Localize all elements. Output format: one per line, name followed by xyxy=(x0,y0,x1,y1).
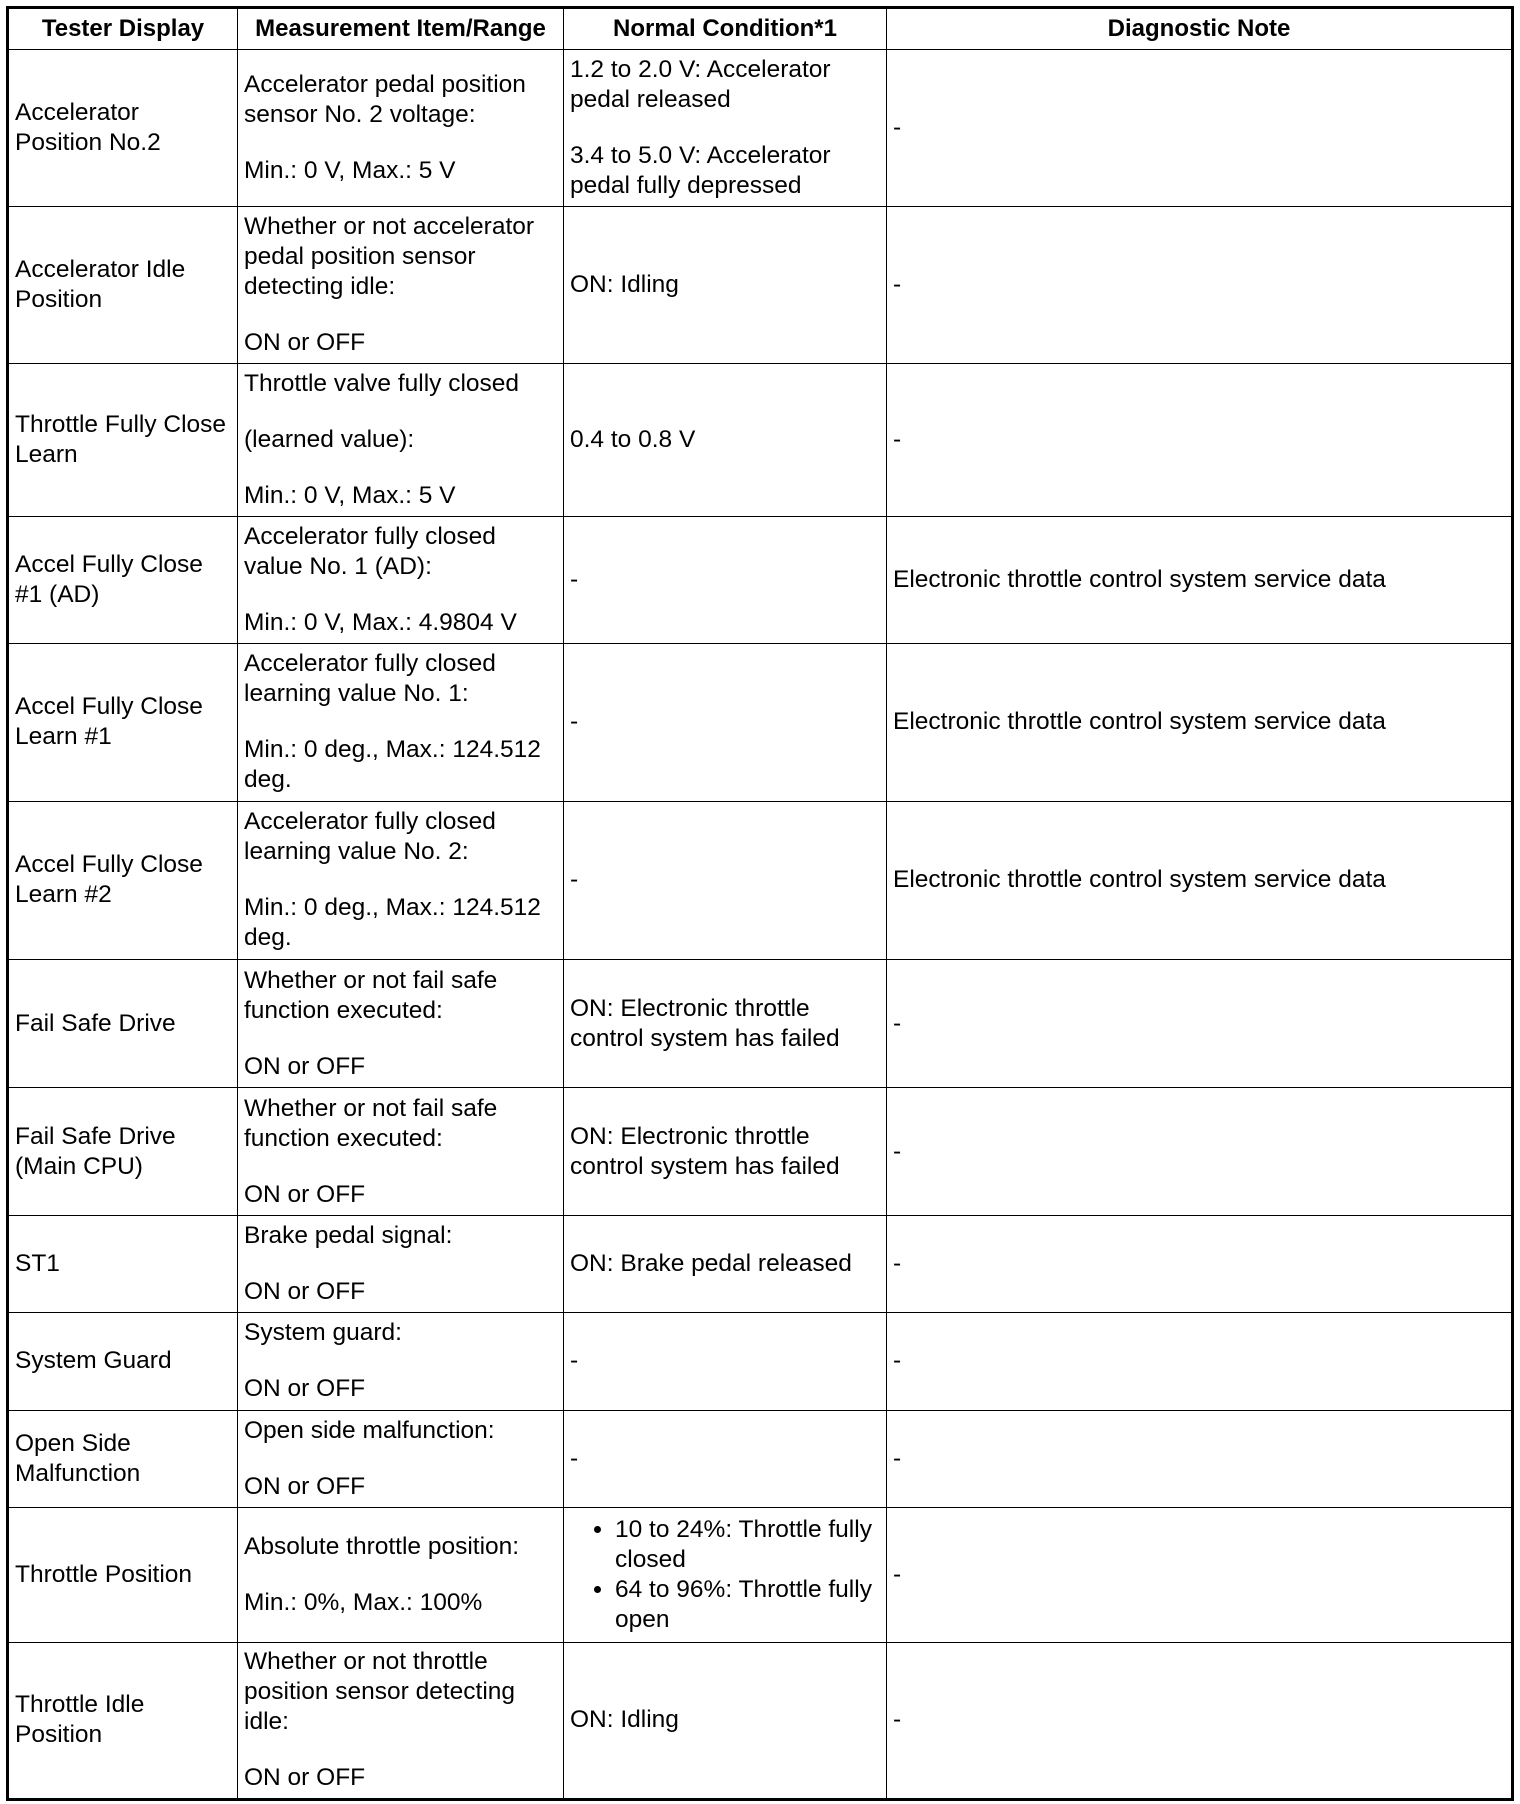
table-row xyxy=(8,516,1513,643)
measurement-text: Accelerator pedal position sensor No. 2 voltage: xyxy=(244,71,526,129)
tester-display-cell: Accel Fully Close Learn #1 xyxy=(8,643,238,801)
header-row xyxy=(8,8,1513,50)
header-normal-condition: Normal Condition*1 xyxy=(564,8,887,50)
normal-condition-cell: - xyxy=(564,801,887,959)
measurement-range: Min.: 0 V, Max.: 5 V xyxy=(244,481,456,509)
table-row xyxy=(8,801,1513,959)
diagnostic-note-cell: - xyxy=(887,1410,1513,1507)
table-row xyxy=(8,1410,1513,1507)
measurement-text: (learned value): xyxy=(244,425,415,453)
tester-display-cell: Throttle Fully Close Learn xyxy=(8,364,238,516)
normal-condition-cell: - xyxy=(564,516,887,643)
normal-condition-bullet-list xyxy=(570,1515,880,1635)
measurement-text: Accelerator fully closed learning value No. 1: xyxy=(244,650,496,708)
measurement-range: ON or OFF xyxy=(244,1180,366,1208)
measurement-cell xyxy=(238,1507,564,1642)
tester-display-cell: Fail Safe Drive xyxy=(8,960,238,1088)
measurement-text: Whether or not throttle position sensor detecting idle: xyxy=(244,1648,516,1736)
measurement-range: ON or OFF xyxy=(244,1052,366,1080)
tester-display-cell: Accel Fully Close #1 (AD) xyxy=(8,516,238,643)
tester-display-cell: Accel Fully Close Learn #2 xyxy=(8,801,238,959)
tester-display-cell: Open Side Malfunction xyxy=(8,1410,238,1507)
normal-condition-cell: ON: Electronic throttle control system has failed xyxy=(564,1088,887,1216)
normal-condition-cell: ON: Idling xyxy=(564,207,887,364)
diagnostic-note-cell: Electronic throttle control system service data xyxy=(887,516,1513,643)
diagnostic-note-cell: Electronic throttle control system service data xyxy=(887,643,1513,801)
header-diagnostic-note: Diagnostic Note xyxy=(887,8,1513,50)
measurement-text: Open side malfunction: xyxy=(244,1416,495,1444)
measurement-cell xyxy=(238,1088,564,1216)
normal-condition-cell: ON: Electronic throttle control system has failed xyxy=(564,960,887,1088)
tester-display-cell: ST1 xyxy=(8,1216,238,1313)
table-row xyxy=(8,1216,1513,1313)
measurement-cell xyxy=(238,50,564,207)
measurement-text: Accelerator fully closed learning value No. 2: xyxy=(244,808,496,866)
normal-condition-cell: - xyxy=(564,1410,887,1507)
measurement-cell xyxy=(238,801,564,959)
normal-condition-cell: - xyxy=(564,643,887,801)
measurement-cell xyxy=(238,1642,564,1799)
normal-condition-text: 1.2 to 2.0 V: Accelerator pedal released xyxy=(570,56,831,114)
measurement-cell xyxy=(238,516,564,643)
list-item: • 64 to 96%: Throttle fully open xyxy=(615,1575,880,1635)
table-row xyxy=(8,1642,1513,1799)
diagnostic-note-cell: Electronic throttle control system service data xyxy=(887,801,1513,959)
measurement-cell xyxy=(238,364,564,516)
diagnostic-note-cell: - xyxy=(887,207,1513,364)
measurement-range: Min.: 0 V, Max.: 4.9804 V xyxy=(244,608,517,636)
diagnostic-note-cell: - xyxy=(887,960,1513,1088)
measurement-cell xyxy=(238,960,564,1088)
measurement-text: Whether or not fail safe function executed: xyxy=(244,1094,498,1152)
table-row xyxy=(8,364,1513,516)
normal-condition-cell xyxy=(564,50,887,207)
measurement-range: ON or OFF xyxy=(244,1375,366,1403)
table-row xyxy=(8,50,1513,207)
table-row xyxy=(8,643,1513,801)
tester-display-cell: Fail Safe Drive (Main CPU) xyxy=(8,1088,238,1216)
measurement-range: ON or OFF xyxy=(244,329,366,357)
measurement-range: Min.: 0%, Max.: 100% xyxy=(244,1588,483,1616)
normal-condition-cell xyxy=(564,1507,887,1642)
measurement-range: Min.: 0 deg., Max.: 124.512 deg. xyxy=(244,736,541,794)
measurement-cell xyxy=(238,1216,564,1313)
tester-display-cell: Throttle Idle Position xyxy=(8,1642,238,1799)
tester-display-cell: Accelerator Idle Position xyxy=(8,207,238,364)
table-row xyxy=(8,1088,1513,1216)
measurement-text: Whether or not fail safe function executed: xyxy=(244,966,498,1024)
measurement-text: Accelerator fully closed value No. 1 (AD): xyxy=(244,522,496,580)
diagnostic-note-cell: - xyxy=(887,364,1513,516)
normal-condition-cell: 0.4 to 0.8 V xyxy=(564,364,887,516)
diagnostic-note-cell: - xyxy=(887,1216,1513,1313)
measurement-cell xyxy=(238,643,564,801)
tester-display-cell: Throttle Position xyxy=(8,1507,238,1642)
normal-condition-cell: - xyxy=(564,1313,887,1410)
normal-condition-cell: ON: Idling xyxy=(564,1642,887,1799)
diagnostic-note-cell: - xyxy=(887,1507,1513,1642)
measurement-range: Min.: 0 V, Max.: 5 V xyxy=(244,157,456,185)
data-list-table xyxy=(6,6,1514,1801)
measurement-range: ON or OFF xyxy=(244,1764,366,1792)
measurement-text: Throttle valve fully closed xyxy=(244,369,520,397)
diagnostic-note-cell: - xyxy=(887,1088,1513,1216)
measurement-text: Absolute throttle position: xyxy=(244,1532,520,1560)
header-tester-display: Tester Display xyxy=(8,8,238,50)
measurement-text: Brake pedal signal: xyxy=(244,1222,453,1250)
tester-display-cell: Accelerator Position No.2 xyxy=(8,50,238,207)
measurement-range: ON or OFF xyxy=(244,1278,366,1306)
measurement-text: System guard: xyxy=(244,1319,402,1347)
table-row xyxy=(8,960,1513,1088)
diagnostic-note-cell: - xyxy=(887,50,1513,207)
measurement-range: ON or OFF xyxy=(244,1472,366,1500)
measurement-range: Min.: 0 deg., Max.: 124.512 deg. xyxy=(244,894,541,952)
measurement-cell xyxy=(238,207,564,364)
table-row xyxy=(8,207,1513,364)
list-item: • 10 to 24%: Throttle fully closed xyxy=(615,1515,880,1575)
tester-display-cell: System Guard xyxy=(8,1313,238,1410)
measurement-cell xyxy=(238,1410,564,1507)
normal-condition-cell: ON: Brake pedal released xyxy=(564,1216,887,1313)
measurement-cell xyxy=(238,1313,564,1410)
measurement-text: Whether or not accelerator pedal position sensor detecting idle: xyxy=(244,213,535,301)
normal-condition-text: 3.4 to 5.0 V: Accelerator pedal fully depressed xyxy=(570,142,831,200)
header-measurement-item: Measurement Item/Range xyxy=(238,8,564,50)
table-row xyxy=(8,1507,1513,1642)
diagnostic-note-cell: - xyxy=(887,1642,1513,1799)
table-row xyxy=(8,1313,1513,1410)
diagnostic-note-cell: - xyxy=(887,1313,1513,1410)
